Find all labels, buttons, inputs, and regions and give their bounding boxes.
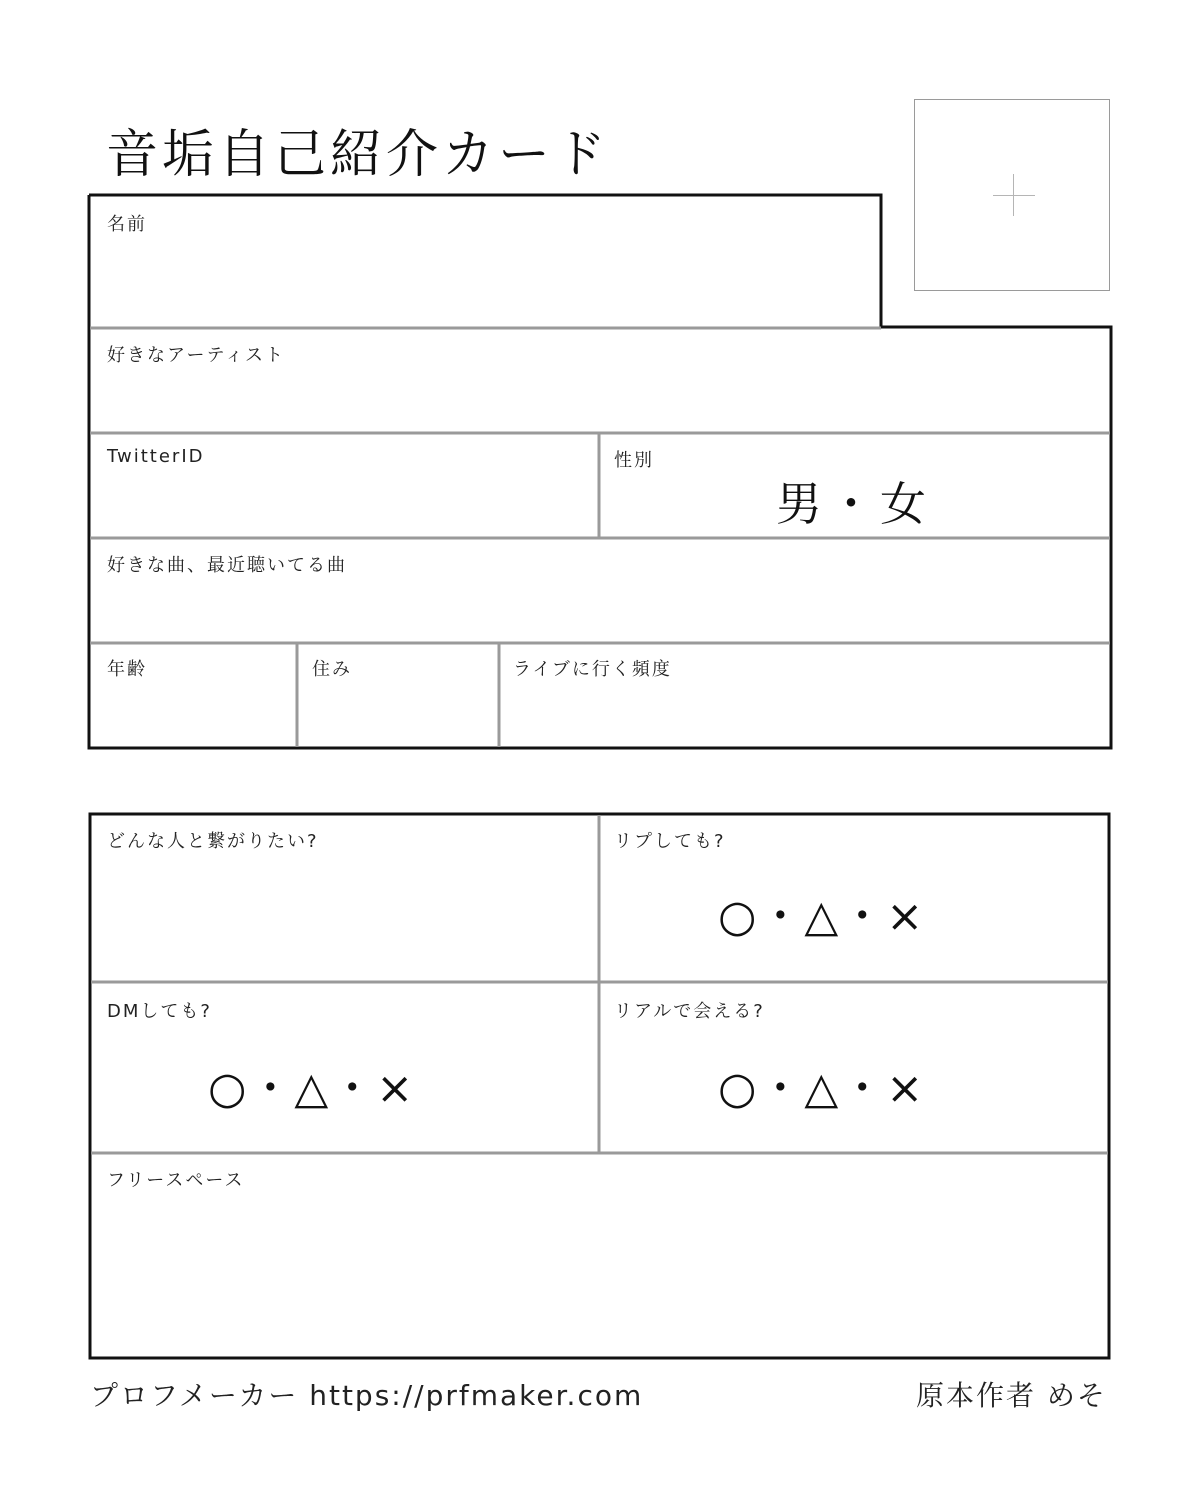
favorite-songs-label: 好きな曲、最近聴いてる曲	[107, 555, 347, 576]
gender-options: 男・女	[776, 477, 932, 531]
author-credit: 原本作者 めそ	[916, 1379, 1107, 1412]
live-frequency-label: ライブに行く頻度	[513, 659, 672, 680]
residence-label: 住み	[312, 659, 352, 680]
gender-label: 性別	[614, 450, 654, 471]
free-space-label: フリースペース	[107, 1170, 245, 1191]
connect-with-label: どんな人と繋がりたい?	[107, 831, 319, 852]
name-label: 名前	[107, 214, 147, 235]
dm-ok-label: DMしても?	[107, 1001, 212, 1022]
photo-upload-box[interactable]	[914, 99, 1110, 291]
meet-irl-label: リアルで会える?	[614, 1001, 765, 1022]
twitter-id-label: TwitterID	[107, 446, 205, 467]
maker-credit: プロフメーカー https://prfmaker.com	[90, 1379, 644, 1412]
reply-choices: ○・△・×	[718, 891, 926, 942]
dm-choices: ○・△・×	[208, 1063, 416, 1114]
favorite-artist-label: 好きなアーティスト	[107, 345, 286, 366]
card-title: 音垢自己紹介カード	[106, 125, 611, 185]
meet-choices: ○・△・×	[718, 1063, 926, 1114]
age-label: 年齢	[107, 659, 147, 680]
reply-ok-label: リプしても?	[614, 831, 726, 852]
